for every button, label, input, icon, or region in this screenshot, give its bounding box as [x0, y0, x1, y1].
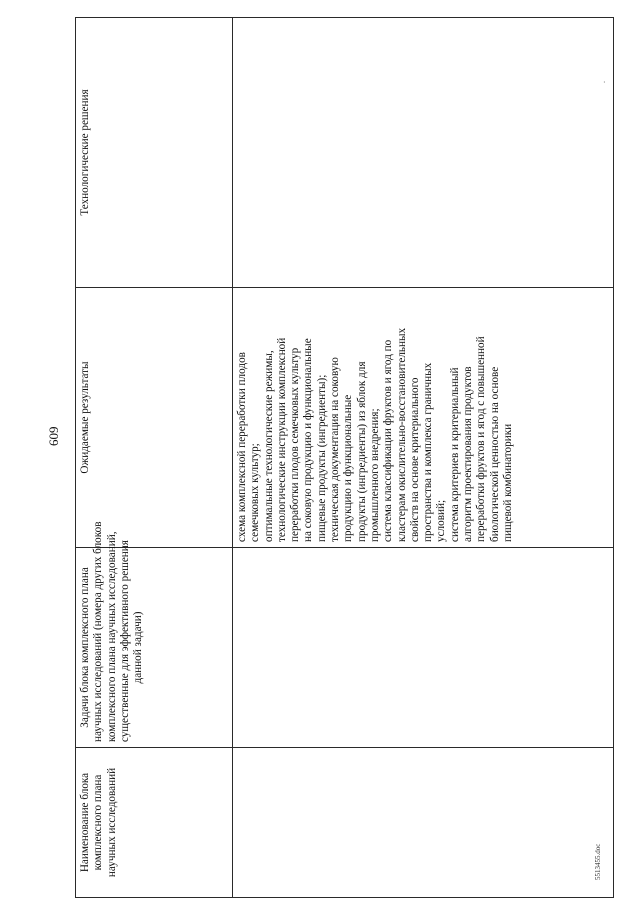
header-expected-results: Ожидаемые результаты — [76, 288, 233, 548]
rotated-page — [75, 18, 605, 898]
margin-mark: · — [603, 78, 606, 87]
cell-block-name — [233, 748, 614, 898]
document-filename: 5513455.doc — [594, 843, 602, 880]
header-tech-solutions: Технологические решения — [76, 18, 233, 288]
table-row — [233, 18, 614, 898]
header-block-name: Наименование блока комплексного плана научных исследований — [76, 748, 233, 898]
cell-expected-results: схема комплексной переработки плодов семечковых культур; оптимальные технологические режимы, технологические инструкции комплексной переработки плодов семечковых культур на соковую продукцию и функциональные пищевые продукты (ингредиенты); техническая документация на соковую продукцию и функциональные продукты (ингредиенты) из яблок для промышленного внедрения; система классификации фруктов и ягод по кластерам окислительно-восстановительных свойств на основе критериального пространства и комплекса граничных условий; система критериев и критериальный алгоритм проектирования продуктов переработки фруктов и ягод с повышенной биологической ценностью на основе пищевой комбинаторики — [233, 288, 614, 548]
cell-tech-solutions — [233, 18, 614, 288]
header-block-tasks: Задачи блока комплексного плана научных исследований (номера других блоков комплексного плана научных исследований, существенные для эффективного решения данной задачи) — [76, 548, 233, 748]
cell-block-tasks — [233, 548, 614, 748]
research-plan-table — [75, 17, 614, 898]
page-number: 609 — [46, 426, 61, 446]
table-header-row — [76, 18, 233, 898]
